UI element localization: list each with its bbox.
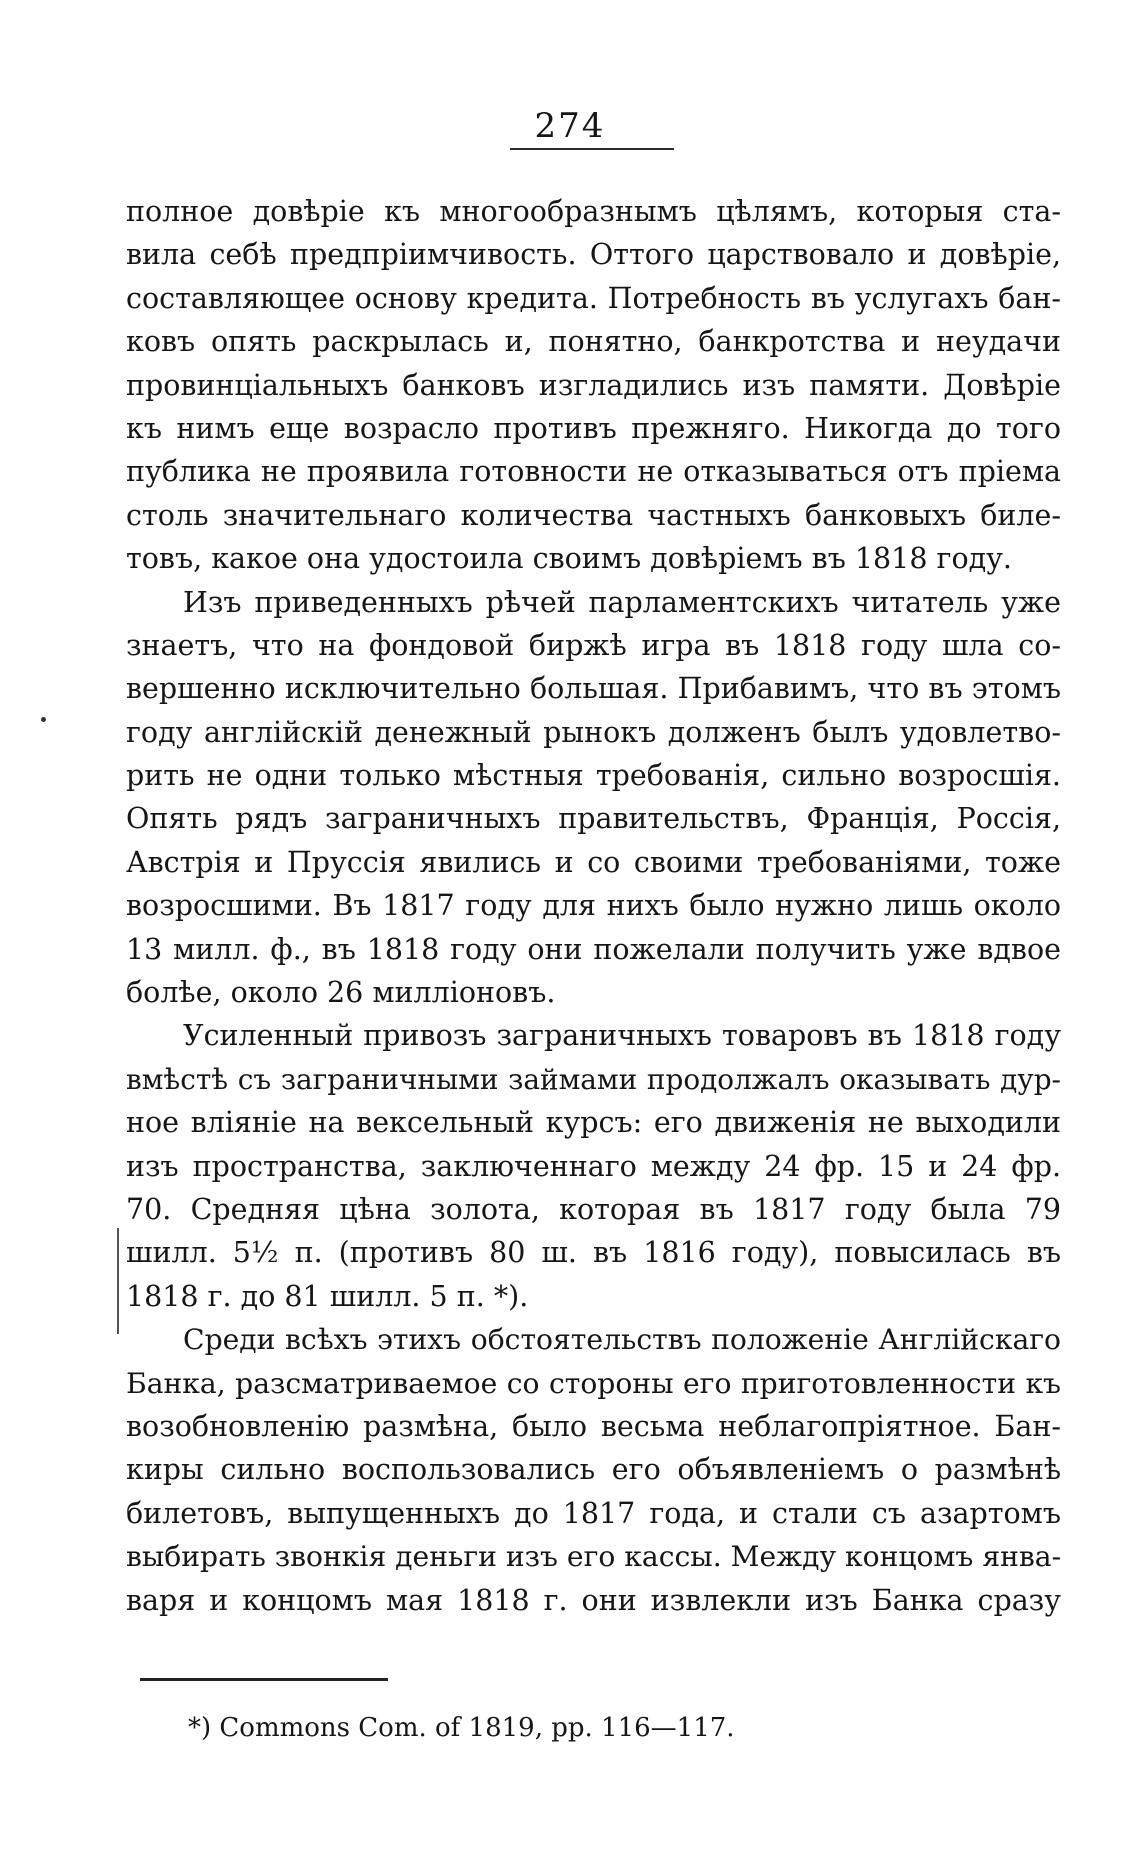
text-line: болѣе, около 26 милліоновъ. bbox=[126, 976, 556, 1010]
text-line: къ нимъ еще возрасло противъ прежняго. Никогда до того bbox=[126, 411, 1061, 445]
text-line: выбирать звонкія деньги изъ его кассы. Между концомъ янва- bbox=[126, 1540, 1061, 1574]
text-line: товъ, какое она удостоила своимъ довѣріемъ въ 1818 году. bbox=[126, 542, 1012, 576]
text-line: ное вліяніе на вексельный курсъ: его движенія не выходили bbox=[126, 1106, 1061, 1140]
text-line: столь значительнаго количества частныхъ банковыхъ биле- bbox=[126, 498, 1061, 532]
margin-dot-mark bbox=[41, 717, 46, 722]
text-line: шилл. 5½ п. (противъ 80 ш. въ 1816 году), повысилась въ bbox=[126, 1236, 1061, 1270]
text-line: Усиленный привозъ заграничныхъ товаровъ въ 1818 году bbox=[183, 1019, 1061, 1053]
text-line: Среди всѣхъ этихъ обстоятельствъ положеніе Англійскаго bbox=[183, 1323, 1061, 1357]
text-line: Опять рядъ заграничныхъ правительствъ, Франція, Россія, bbox=[126, 802, 1061, 836]
text-line: полное довѣріе къ многообразнымъ цѣлямъ, которыя ста- bbox=[126, 195, 1061, 228]
text-line: ковъ опять раскрылась и, понятно, банкротства и неудачи bbox=[126, 325, 1061, 359]
footnote-rule bbox=[140, 1678, 388, 1681]
text-line: варя и концомъ мая 1818 г. они извлекли изъ Банка сразу bbox=[126, 1583, 1061, 1617]
text-line: 13 милл. ф., въ 1818 году они пожелали получить уже вдвое bbox=[126, 932, 1061, 966]
text-line: возобновленію размѣна, было весьма неблагопріятное. Бан- bbox=[126, 1409, 1061, 1443]
text-line: вершенно исключительно большая. Прибавимъ, что въ этомъ bbox=[126, 672, 1061, 706]
text-line: Австрія и Пруссія явились и со своими требованіями, тоже bbox=[126, 845, 1061, 879]
text-line: вила себѣ предпріимчивость. Оттого царствовало и довѣріе, bbox=[126, 238, 1061, 272]
text-line: знаетъ, что на фондовой биржѣ игра въ 1818 году шла со- bbox=[126, 628, 1061, 662]
text-line: году англійскій денежный рынокъ долженъ былъ удовлетво- bbox=[126, 715, 1061, 749]
text-line: возросшими. Въ 1817 году для нихъ было нужно лишь около bbox=[126, 889, 1061, 923]
text-line: составляющее основу кредита. Потребность въ услугахъ бан- bbox=[126, 281, 1061, 315]
page-number: 274 bbox=[534, 106, 606, 146]
text-line: 1818 г. до 81 шилл. 5 п. *). bbox=[126, 1279, 529, 1313]
text-line: Изъ приведенныхъ рѣчей парламентскихъ читатель уже bbox=[183, 585, 1061, 619]
text-line: провинціальныхъ банковъ изгладились изъ памяти. Довѣріе bbox=[126, 368, 1061, 402]
text-line: киры сильно воспользовались его объявленіемъ о размѣнѣ bbox=[126, 1453, 1061, 1487]
footnote: *) Commons Com. of 1819, pp. 116—117. bbox=[188, 1713, 735, 1743]
text-line: билетовъ, выпущенныхъ до 1817 года, и стали съ азартомъ bbox=[126, 1496, 1061, 1530]
page-number-rule bbox=[510, 148, 674, 150]
text-line: публика не проявила готовности не отказываться отъ пріема bbox=[126, 455, 1061, 489]
text-line: 70. Средняя цѣна золота, которая въ 1817 году была 79 bbox=[126, 1192, 1061, 1226]
main-text bbox=[126, 190, 1061, 1622]
text-line: вмѣстѣ съ заграничными займами продолжалъ оказывать дур- bbox=[126, 1062, 1061, 1096]
margin-bracket-mark bbox=[117, 1228, 119, 1334]
text-line: Банка, разсматриваемое со стороны его приготовленности къ bbox=[126, 1366, 1061, 1400]
text-line: рить не одни только мѣстныя требованія, сильно возросшія. bbox=[126, 759, 1061, 793]
text-line: изъ пространства, заключеннаго между 24 фр. 15 и 24 фр. bbox=[126, 1149, 1061, 1183]
